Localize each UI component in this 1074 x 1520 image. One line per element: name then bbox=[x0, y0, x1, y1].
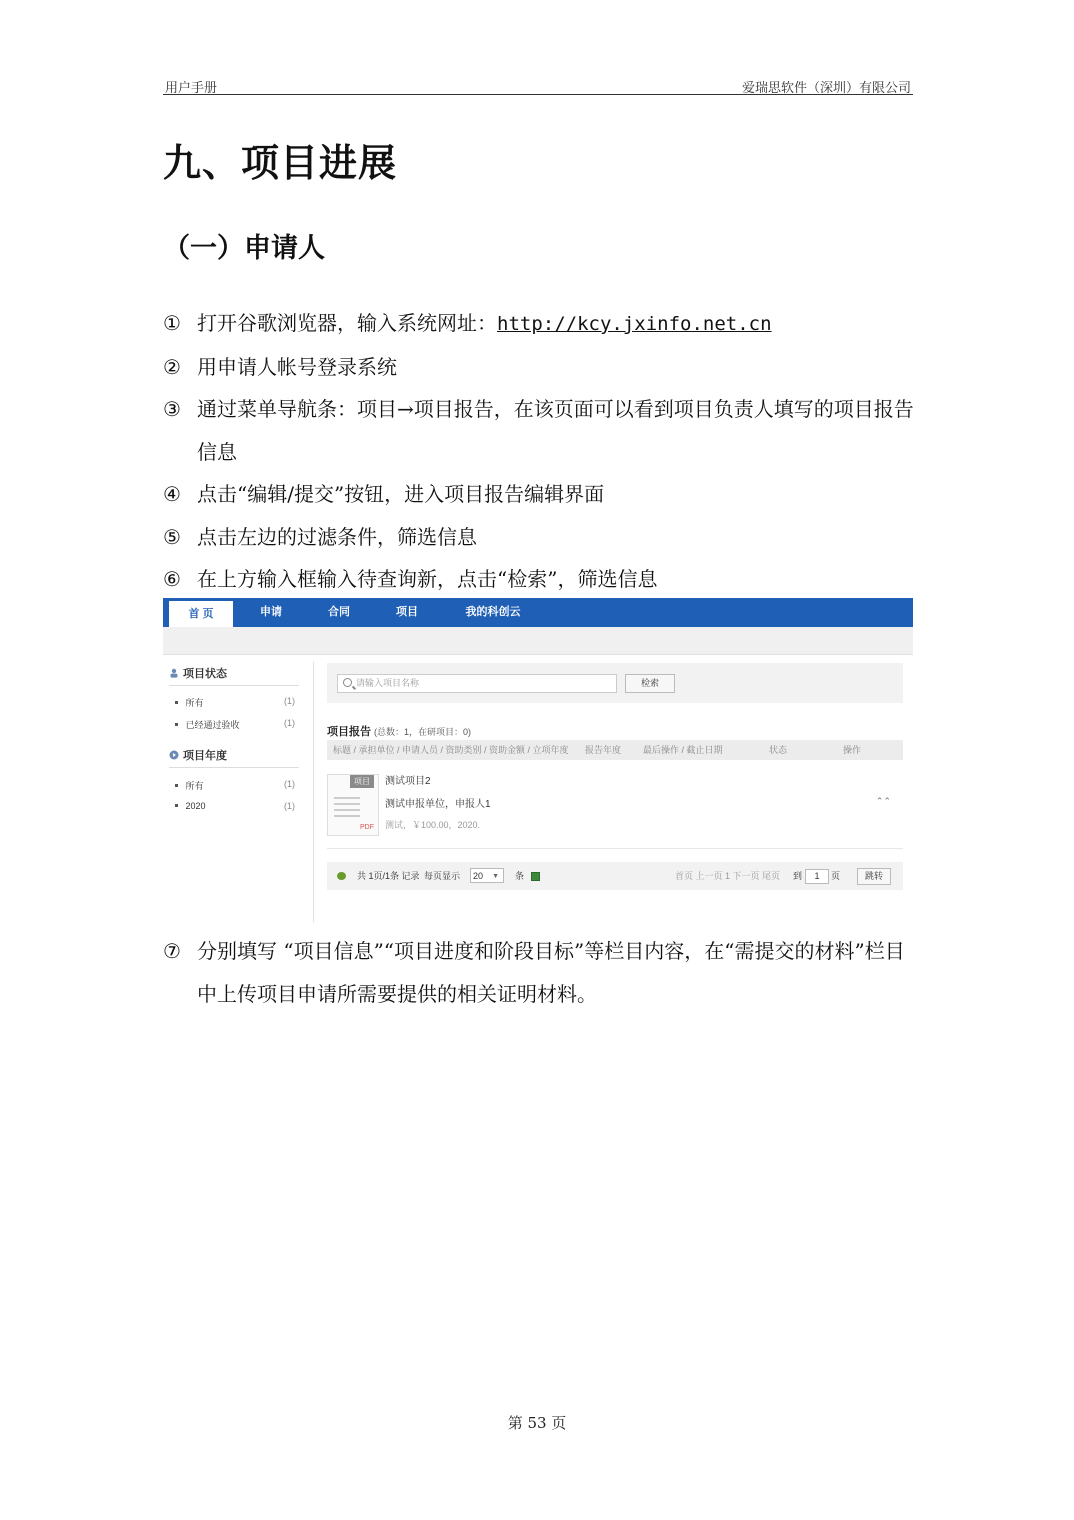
jump-button[interactable]: 跳转 bbox=[857, 868, 891, 885]
filter-status-accepted[interactable]: 已经通过验收 (1) bbox=[175, 718, 299, 731]
pager-unit: 条 bbox=[515, 871, 525, 881]
per-page-select[interactable]: 20 ▼ bbox=[470, 868, 504, 883]
table-row[interactable] bbox=[327, 768, 903, 849]
col-last-op: 最后操作 / 截止日期 bbox=[643, 745, 723, 755]
filter-status-title: 项目状态 bbox=[169, 665, 299, 686]
top-nav bbox=[163, 598, 913, 627]
pager-total: 共 1页/1条 记录 bbox=[357, 871, 420, 881]
excel-export-icon[interactable] bbox=[531, 872, 540, 881]
tab-home[interactable]: 首 页 bbox=[169, 601, 233, 627]
tab-apply[interactable]: 申请 bbox=[260, 606, 282, 618]
step-7: ⑦ 分别填写 “项目信息”“项目进度和阶段目标”等栏目内容，在“需提交的材料”栏目中上传项目申请所需要提供的相关证明材料。 bbox=[163, 939, 905, 1006]
header-doc-name: 用户手册 bbox=[165, 81, 218, 96]
col-report-year: 报告年度 bbox=[585, 745, 622, 755]
page-number-input[interactable]: 1 bbox=[805, 869, 829, 884]
pdf-thumbnail-icon: 项目 PDF bbox=[327, 774, 379, 836]
pager-nav[interactable]: 首页 上一页 1 下一页 尾页 bbox=[675, 871, 781, 881]
col-action: 操作 bbox=[843, 745, 862, 755]
section-title: （一）申请人 bbox=[163, 233, 325, 264]
report-title: 项目报告 (总数：1，在研项目：0) bbox=[327, 726, 472, 738]
filter-year-all[interactable]: 所有 (1) bbox=[175, 779, 299, 792]
tab-project[interactable]: 项目 bbox=[396, 606, 418, 618]
divider bbox=[313, 662, 314, 922]
filter-year-title: 项目年度 bbox=[169, 747, 299, 768]
page-header bbox=[163, 76, 913, 95]
sub-bar bbox=[163, 627, 913, 655]
pager-per-page-label: 每页显示 bbox=[424, 871, 461, 881]
tab-contract[interactable]: 合同 bbox=[328, 606, 350, 618]
search-button[interactable]: 检索 bbox=[625, 674, 675, 693]
play-circle-icon bbox=[169, 750, 179, 760]
tab-my-cloud[interactable]: 我的科创云 bbox=[465, 606, 521, 618]
col-title: 标题 / 承担单位 / 申请人员 / 资助类别 / 资助金额 / 立项年度 bbox=[333, 745, 569, 755]
project-unit: 测试申报单位，申报人1 bbox=[385, 799, 491, 810]
project-badge: 项目 bbox=[350, 775, 374, 788]
table-header bbox=[327, 740, 903, 760]
step-4: ④ 点击“编辑/提交”按钮，进入项目报告编辑界面 bbox=[163, 482, 605, 506]
refresh-icon[interactable] bbox=[337, 872, 346, 880]
project-meta: 测试，￥100.00，2020. bbox=[385, 820, 481, 830]
search-panel bbox=[327, 663, 903, 703]
step-1: ① 打开谷歌浏览器，输入系统网址：http://kcy.jxinfo.net.cn bbox=[163, 311, 772, 335]
search-input[interactable]: 请输入项目名称 bbox=[337, 674, 617, 693]
col-status: 状态 bbox=[769, 745, 788, 755]
chapter-title: 九、项目进展 bbox=[163, 141, 398, 185]
system-url-link[interactable]: http://kcy.jxinfo.net.cn bbox=[497, 313, 772, 335]
chevron-down-icon: ▼ bbox=[492, 873, 499, 880]
step-6: ⑥ 在上方输入框输入待查询新，点击“检索”，筛选信息 bbox=[163, 567, 658, 591]
project-name[interactable]: 测试项目2 bbox=[385, 776, 431, 787]
pager-goto: 到 bbox=[793, 871, 803, 881]
filter-status-all[interactable]: 所有 (1) bbox=[175, 696, 299, 709]
people-icon bbox=[169, 668, 179, 678]
embedded-screenshot bbox=[163, 598, 913, 923]
filter-year-2020[interactable]: 2020 (1) bbox=[175, 801, 299, 811]
step-3: ③ 通过菜单导航条：项目→项目报告，在该页面可以看到项目负责人填写的项目报告信息 bbox=[163, 397, 914, 464]
pager-page-suffix: 页 bbox=[831, 871, 841, 881]
header-company: 爱瑞思软件（深圳）有限公司 bbox=[741, 81, 911, 96]
search-icon bbox=[343, 678, 352, 687]
page-number: 第 53 页 bbox=[507, 1414, 567, 1432]
step-2: ② 用申请人帐号登录系统 bbox=[163, 354, 397, 379]
report-summary: (总数：1，在研项目：0) bbox=[374, 727, 472, 737]
step-5: ⑤ 点击左边的过滤条件，筛选信息 bbox=[163, 524, 477, 549]
steps-list bbox=[163, 302, 915, 601]
collapse-icon[interactable]: ⌃⌃ bbox=[875, 796, 891, 806]
pagination-bar bbox=[327, 862, 903, 890]
